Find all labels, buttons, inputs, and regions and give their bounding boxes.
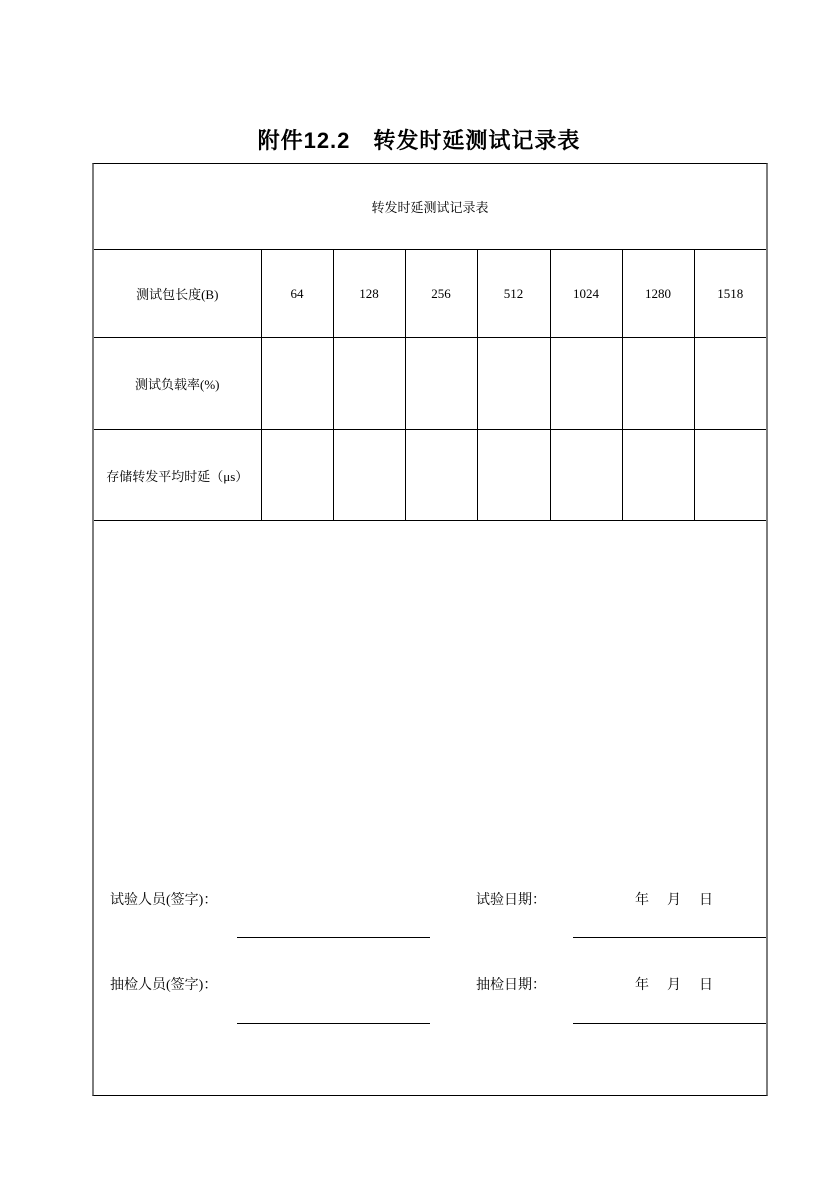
load-rate-input-cell[interactable] — [261, 338, 333, 430]
table-row-load-rate — [94, 338, 766, 430]
page-title: 附件12.2 转发时延测试记录表 — [257, 128, 581, 153]
packet-length-value: 256 — [405, 250, 477, 338]
avg-delay-input-cell[interactable] — [477, 430, 550, 521]
test-date-label: 试验日期： — [476, 893, 546, 908]
record-table — [92, 163, 768, 1096]
signoff-row — [94, 521, 766, 1096]
test-date-line[interactable] — [573, 937, 766, 938]
avg-delay-input-cell[interactable] — [694, 430, 766, 521]
sampler-signature-line[interactable] — [237, 1023, 430, 1024]
sample-date-label: 抽检日期： — [476, 978, 546, 993]
packet-length-value: 1280 — [622, 250, 694, 338]
row-label-avg-delay: 存储转发平均时延（μs） — [94, 430, 261, 521]
packet-length-value: 512 — [477, 250, 550, 338]
tester-signature-label: 试验人员(签字)： — [110, 893, 218, 908]
sampler-signature-label: 抽检人员(签字)： — [110, 978, 218, 993]
table-row-packet-length — [94, 250, 766, 338]
row-label-load-rate: 测试负载率(%) — [94, 338, 261, 430]
load-rate-input-cell[interactable] — [405, 338, 477, 430]
avg-delay-input-cell[interactable] — [622, 430, 694, 521]
packet-length-value: 64 — [261, 250, 333, 338]
tester-signature-line[interactable] — [237, 937, 430, 938]
avg-delay-input-cell[interactable] — [405, 430, 477, 521]
load-rate-input-cell[interactable] — [622, 338, 694, 430]
avg-delay-input-cell[interactable] — [261, 430, 333, 521]
load-rate-input-cell[interactable] — [550, 338, 622, 430]
avg-delay-input-cell[interactable] — [333, 430, 405, 521]
signoff-area — [94, 521, 766, 1095]
table-caption-row — [94, 164, 766, 250]
table-caption: 转发时延测试记录表 — [94, 164, 766, 250]
row-label-packet-length: 测试包长度(B) — [94, 250, 261, 338]
load-rate-input-cell[interactable] — [694, 338, 766, 430]
test-date-ymd: 年 月 日 — [635, 893, 715, 908]
packet-length-value: 1024 — [550, 250, 622, 338]
packet-length-value: 128 — [333, 250, 405, 338]
packet-length-value: 1518 — [694, 250, 766, 338]
sample-date-line[interactable] — [573, 1023, 766, 1024]
signoff-cell — [94, 521, 766, 1096]
avg-delay-input-cell[interactable] — [550, 430, 622, 521]
sample-date-ymd: 年 月 日 — [635, 978, 715, 993]
load-rate-input-cell[interactable] — [477, 338, 550, 430]
load-rate-input-cell[interactable] — [333, 338, 405, 430]
table-row-avg-delay — [94, 430, 766, 521]
